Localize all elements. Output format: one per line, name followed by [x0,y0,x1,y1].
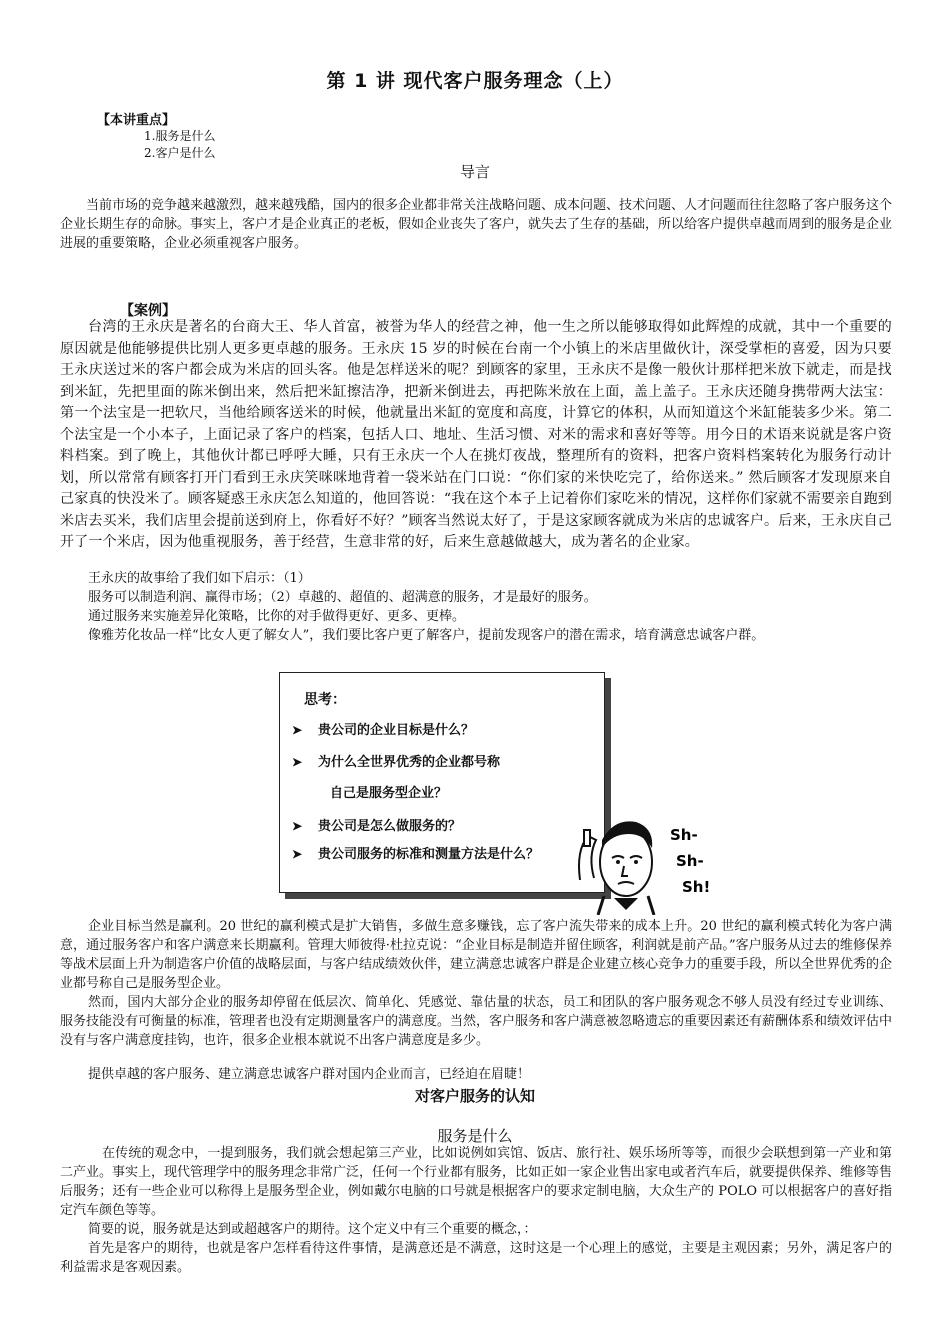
think-box [279,672,605,893]
case-heading: 【案例】 [120,303,176,319]
body-paragraph: 提供卓越的客户服务、建立满意忠诚客户群对国内企业而言，已经迫在眉睫！ [88,1067,531,1082]
case-paragraph: 台湾的王永庆是著名的台商大王、华人首富，被誉为华人的经营之神，他一生之所以能够取得如此辉煌的成就，其中一个重要的原因就是他能够提供比别人更多更卓越的服务。王永庆 15 岁的时候在台南一个小镇上的米店里做伙计，深受掌柜的喜爱，因为只要王永庆送过米的客户都会成为米店的回头客。他是怎样送米的呢？到顾客的家里，王永庆不是像一般伙计那样把米放下就走，而是找到米缸，先把里面的陈米倒出来，然后把米缸擦洁净，把新米倒进去，再把陈米放在上面，盖上盖子。王永庆还随身携带两大法宝：第一个法宝是一把软尺，当他给顾客送米的时候，他就量出米缸的宽度和高度，计算它的体积，从而知道这个米缸能装多少米。第二个法宝是一个小本子，上面记录了客户的档案，包括人口、地址、生活习惯、对米的需求和喜好等等。用今日的术语来说就是客户资料档案。到了晚上，其他伙计都已呼呼大睡，只有王永庆一个人在挑灯夜战，整理所有的资料，把客户资料档案转化为服务行动计划，所以常常有顾客打开门看到王永庆笑咪咪地背着一袋米站在门口说：“你们家的米快吃完了，给你送来。” 然后顾客才发现原来自己家真的快没米了。顾客疑惑王永庆怎么知道的，他回答说：“我在这个本子上记着你们家吃米的情况，这样你们家就不需要亲自跑到米店去买米，我们店里会提前送到府上，你看好不好？”顾客当然说太好了，于是这家顾客就成为米店的忠诚客户。后来，王永庆自己开了一个米店，因为他重视服务，善于经营，生意非常的好，后来生意越做越大，成为著名的企业家。 [60,319,892,550]
lesson-item: 像雅芳化妆品一样“比女人更了解女人”，我们要比客户更了解客户，提前发现客户的潜在需求，培育满意忠诚客户群。 [88,628,765,643]
section-paragraph: 首先是客户的期待，也就是客户怎样看待这件事情，是满意还是不满意，这时这是一个心理上的感觉，主要是主观因素；另外，满足客户的利益需求是客观因素。 [60,1241,892,1275]
section-heading: 对客户服务的认知 [414,1087,535,1105]
think-item: ➤ 贵公司的企业目标是什么？ [292,723,475,738]
arrow-icon: ➤ [292,819,303,833]
body-paragraph: 企业目标当然是赢利。20 世纪的赢利模式是扩大销售，多做生意多赚钱，忘了客户流失带来的成本上升。20 世纪的赢利模式转化为客户满意，通过服务客户和客户满意来长期赢利。管理大师彼得·杜拉克说：“企业目标是制造并留住顾客，利润就是前产品。”客户服务从过去的维修保养等战术层面上升为制造客户价值的战略层面，与客户结成绩效伙伴，建立满意忠诚客户群是企业建立核心竞争力的重要手段，所以全世界优秀的企业都号称自己是服务型企业。 [60,919,893,991]
lecture-title: 第 1 讲 现代客户服务理念（上） [326,70,624,92]
think-item: ➤ 贵公司服务的标准和测量方法是什么？ [292,847,540,862]
key-point-item: 1.服务是什么 [144,129,216,143]
shushing-man-illustration [574,800,724,915]
think-item-continued: 自己是服务型企业？ [330,786,448,801]
arrow-icon: ➤ [292,723,303,737]
lesson-item: 服务可以制造利润、赢得市场；（2）卓越的、超值的、超满意的服务，才是最好的服务。 [88,590,597,605]
key-points-heading: 【本讲重点】 [97,113,176,128]
intro-heading: 导言 [459,163,490,181]
arrow-icon: ➤ [292,847,303,861]
section-paragraph: 在传统的观念中，一提到服务，我们就会想起第三产业，比如说例如宾馆、饭店、旅行社、娱乐场所等等，而很少会联想到第一产业和第二产业。事实上，现代管理学中的服务理念非常广泛，任何一个行业都有服务，比如正如一家企业售出家电或者汽车后，就要提供保养、维修等售后服务；还有一些企业可以称得上是服务型企业，例如戴尔电脑的口号就是根据客户的要求定制电脑，大众生产的 POLO 可以根据客户的喜好指定汽车颜色等等。 [60,1146,893,1218]
cartoon-caption-sh1: Sh- [670,826,698,844]
cartoon-caption-sh2: Sh- [676,852,704,870]
section-subheading: 服务是什么 [437,1127,513,1145]
think-item: ➤ 贵公司是怎么做服务的？ [292,819,462,834]
lessons-intro: 王永庆的故事给了我们如下启示：（1） [88,571,311,586]
lesson-item: 通过服务来实施差异化策略，比你的对手做得更好、更多、更棒。 [88,609,466,624]
arrow-icon: ➤ [292,755,303,769]
think-heading: 思考： [304,692,346,708]
intro-paragraph: 当前市场的竞争越来越激烈，越来越残酷，国内的很多企业都非常关注战略问题、成本问题、技术问题、人才问题而往往忽略了客户服务这个企业长期生存的命脉。事实上，客户才是企业真正的老板，假如企业丧失了客户，就失去了生存的基础，所以给客户提供卓越而周到的服务是企业进展的重要策略，企业必须重视客户服务。 [60,198,893,251]
think-item: ➤ 为什么全世界优秀的企业都号称 [292,755,501,770]
key-point-item: 2.客户是什么 [144,146,216,160]
cartoon-caption-sh3: Sh! [682,878,711,896]
body-paragraph: 然而，国内大部分企业的服务却停留在低层次、简单化、凭感觉、靠估量的状态，员工和团队的客户服务观念不够人员没有经过专业训练、服务技能没有可衡量的标准，管理者也没有定期测量客户的满意度。当然，客户服务和客户满意被忽略遗忘的重要因素还有薪酬体系和绩效评估中没有与客户满意度挂钩，也许，很多企业根本就说不出客户满意度是多少。 [60,995,893,1048]
section-paragraph: 简要的说，服务就是达到或超越客户的期待。这个定义中有三个重要的概念，： [88,1222,537,1237]
